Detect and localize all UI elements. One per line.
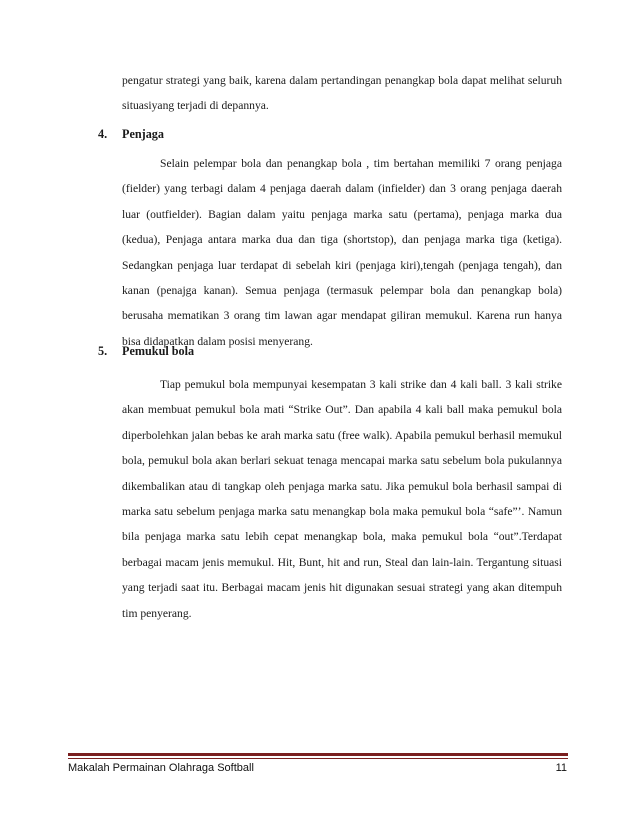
section-4-number: 4. [98, 127, 108, 141]
section-4-heading [98, 127, 164, 142]
section-5-number: 5. [98, 344, 108, 358]
section-5-paragraph: Tiap pemukul bola mempunyai kesempatan 3 kali strike dan 4 kali ball. 3 kali strike akan membuat pemukul bola mati “Strike Out”. Dan apabila 4 kali ball maka pemukul bola diperbolehkan jalan bebas ke arah marka satu (free walk). Apabila pemukul berhasil memukul bola, pemukul bola akan berlari sekuat tenaga mencapai marka satu sebelum bola pukulannya dikembalikan atau di tangkap oleh penjaga marka satu. Jika pemukul bola berhasil sampai di marka satu sebelum penjaga marka satu menangkap bola maka pemukul bola “safe”’. Namun bila penjaga marka satu lebih cepat menangkap bola, maka pemukul bola “out”.Terdapat berbagai macam jenis memukul. Hit, Bunt, hit and run, Steal dan lain-lain. Tergantung situasi yang terjadi saat itu. Berbagai macam jenis hit digunakan sesuai strategi yang akan ditempuh tim penyerang. [122, 378, 562, 620]
section-4-title: Penjaga [122, 127, 164, 141]
intro-paragraph: pengatur strategi yang baik, karena dalam pertandingan penangkap bola dapat melihat seluruh situasiyang terjadi di depannya. [122, 74, 562, 113]
footer-title: Makalah Permainan Olahraga Softball [68, 762, 254, 774]
section-5-heading [98, 344, 194, 359]
footer-divider-thick [68, 753, 568, 756]
page-number: 11 [555, 762, 567, 774]
footer-divider-thin [68, 758, 568, 759]
section-4-paragraph: Selain pelempar bola dan penangkap bola , tim bertahan memiliki 7 orang penjaga (fielder) yang terbagi dalam 4 penjaga daerah dalam (infielder) dan 3 orang penjaga daerah luar (outfielder). Bagian dalam yaitu penjaga marka satu (pertama), penjaga marka dua (kedua), Penjaga antara marka dua dan tiga (shortstop), dan penjaga marka tiga (ketiga). Sedangkan penjaga luar terdapat di sebelah kiri (penjaga kiri),tengah (penjaga tengah), dan kanan (penajga kanan). Semua penjaga (termasuk pelempar bola dan penangkap bola) berusaha mematikan 3 orang tim lawan agar mendapat giliran memukul. Karena run hanya bisa didapatkan dalam posisi menyerang. [122, 157, 562, 348]
section-5-title: Pemukul bola [122, 344, 195, 358]
